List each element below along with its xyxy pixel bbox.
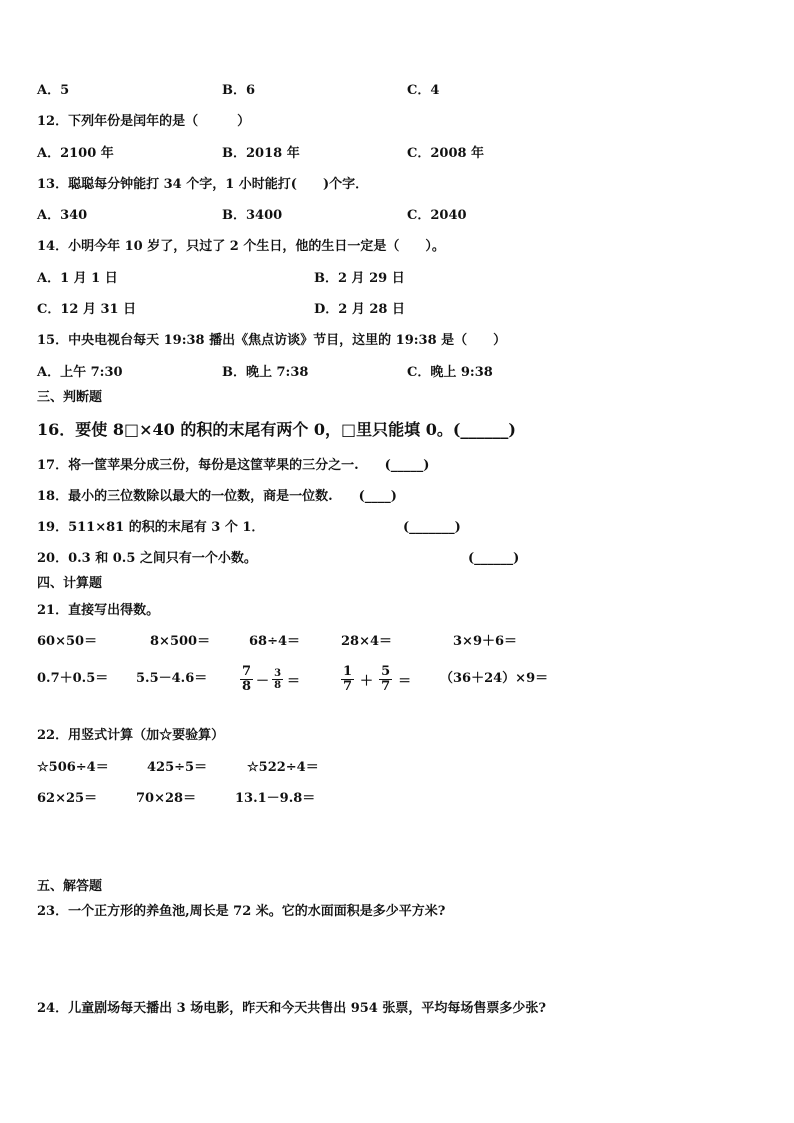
- option-a: A．上午 7:30: [37, 365, 123, 380]
- calc-item: ☆506÷4＝: [37, 760, 109, 775]
- question-14: 14．小明今年 10 岁了，只过了 2 个生日，他的生日一定是（ ）。: [37, 239, 445, 254]
- calc-item: 28×4＝: [341, 634, 393, 649]
- numerator: 7: [242, 663, 252, 679]
- calc-item: 62×25＝: [37, 791, 98, 806]
- calc-item: 70×28＝: [136, 791, 197, 806]
- option-c: C．2008 年: [407, 146, 485, 161]
- calc-item: 5.5－4.6＝: [136, 671, 208, 686]
- equals-sign: ＝: [398, 673, 412, 689]
- option-a: A．5: [37, 83, 70, 98]
- operator: －: [256, 673, 270, 689]
- numerator: 1: [343, 663, 353, 679]
- question-20: 20．0.3 和 0.5 之间只有一个小数。: [37, 551, 257, 566]
- calc-item: 60×50＝: [37, 634, 98, 649]
- question-19: 19．511×81 的积的末尾有 3 个 1．: [37, 520, 265, 535]
- option-c: C．2040: [407, 208, 467, 223]
- fraction-expression: [341, 660, 411, 698]
- question-21: 21．直接写出得数。: [37, 603, 160, 618]
- denominator: 8: [242, 678, 252, 694]
- question-12: 12．下列年份是闰年的是（ ）: [37, 114, 251, 129]
- question-16: 16．要使 8□×40 的积的末尾有两个 0，□里只能填 0。(______): [37, 420, 516, 439]
- section-heading: 四、计算题: [37, 576, 103, 591]
- answer-blank[interactable]: (______): [468, 551, 520, 566]
- calc-item: 8×500＝: [150, 634, 211, 649]
- option-c: C．晚上 9:38: [407, 365, 493, 380]
- calc-item: ☆522÷4＝: [247, 760, 319, 775]
- fraction-expression: [240, 660, 300, 698]
- fraction: [272, 668, 283, 691]
- question-24: 24．儿童剧场每天播出 3 场电影，昨天和今天共售出 954 张票，平均每场售票多少张?: [37, 1001, 546, 1016]
- option-b: B．2018 年: [222, 146, 300, 161]
- option-a: A．340: [37, 208, 88, 223]
- option-c: C．4: [407, 83, 440, 98]
- section-heading: 三、判断题: [37, 390, 103, 405]
- operator: ＋: [360, 673, 374, 689]
- equals-sign: ＝: [287, 673, 301, 689]
- option-a: A．1 月 1 日: [37, 271, 118, 286]
- calc-item: （36＋24）×9＝: [440, 671, 549, 686]
- fraction: [240, 665, 253, 694]
- option-b: B．2 月 29 日: [314, 271, 405, 286]
- question-22: 22．用竖式计算（加☆要验算）: [37, 728, 225, 743]
- calc-item: 425÷5＝: [147, 760, 208, 775]
- denominator: 7: [343, 678, 353, 694]
- calc-item: 13.1－9.8＝: [235, 791, 316, 806]
- option-d: D．2 月 28 日: [314, 302, 405, 317]
- fraction: [341, 665, 354, 694]
- denominator: 8: [274, 679, 282, 691]
- question-13: 13．聪聪每分钟能打 34 个字，1 小时能打( )个字．: [37, 177, 369, 192]
- question-15: 15．中央电视台每天 19:38 播出《焦点访谈》节目，这里的 19:38 是（ ）: [37, 333, 507, 348]
- calc-item: 0.7＋0.5＝: [37, 671, 109, 686]
- question-23: 23．一个正方形的养鱼池,周长是 72 米。它的水面面积是多少平方米?: [37, 904, 446, 919]
- answer-blank[interactable]: (_______): [403, 520, 461, 535]
- question-17: 17．将一筐苹果分成三份，每份是这筐苹果的三分之一. (_____): [37, 458, 430, 473]
- option-b: B．晚上 7:38: [222, 365, 309, 380]
- option-c: C．12 月 31 日: [37, 302, 137, 317]
- calc-item: 68÷4＝: [249, 634, 301, 649]
- option-a: A．2100 年: [37, 146, 114, 161]
- option-b: B．3400: [222, 208, 283, 223]
- denominator: 7: [381, 678, 391, 694]
- calc-item: 3×9＋6＝: [453, 634, 518, 649]
- numerator: 5: [381, 663, 391, 679]
- numerator: 3: [274, 667, 282, 679]
- fraction: [379, 665, 392, 694]
- question-18: 18．最小的三位数除以最大的一位数，商是一位数. (____): [37, 489, 397, 504]
- section-heading: 五、解答题: [37, 879, 103, 894]
- option-b: B．6: [222, 83, 256, 98]
